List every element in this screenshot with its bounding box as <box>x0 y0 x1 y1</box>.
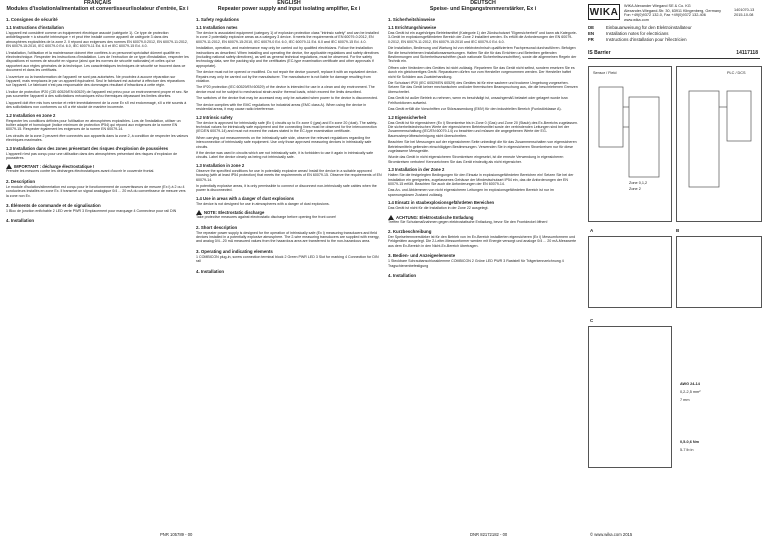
lang-row <box>588 37 692 43</box>
body-text <box>388 31 578 112</box>
warning-title: ACHTUNG: Elektrostatische Entladung <box>396 214 474 220</box>
sensor-label: Sensor / Field <box>593 71 617 75</box>
doc-date: 2015-10-08 <box>734 13 754 17</box>
company-street: Alexander-Wiegand-Str. 30, 63911 Klingenberg, Germany <box>624 8 722 13</box>
english-column <box>196 0 382 275</box>
paragraph: If the device was used in circuits which are not intrinsically safe, it is forbidden to use it again in intrinsically safe circuits. Label the device clearly as being not intrinsically safe. <box>196 150 374 160</box>
paragraph: Öffnen oder Verändern des Gerätes ist nicht zulässig. Reparieren Sie das Gerät nicht selbst, sondern ersetzen Sie es durch ein gleichwertiges Gerät. Reparaturen dürfen nur vom Hersteller vorgenommen werden. Der Hersteller haftet nicht für Schäden aus Zuwiderhandlung. <box>388 65 575 79</box>
body-text <box>196 121 382 160</box>
figure-label-b: B <box>676 228 680 233</box>
subsection-heading: 1.3 Installation in der Zone 2 <box>388 167 445 173</box>
psu-wiring-graphic <box>677 67 761 221</box>
body-text <box>196 215 382 219</box>
body-text <box>196 202 382 206</box>
lang-text: Installation notes for electricians <box>606 30 669 36</box>
paragraph: Le module d'isolation/alimentation est conçu pour le fonctionnement de convertisseurs de mesure (Ex i) à 2 ou 4 conducteurs installés en zone Ex. Il transmet un signal analogique 0/4 ... 20 mA du convertisseur de mesure vers la zone non Ex. <box>6 184 186 198</box>
torque-nm: 0,5-0,6 Nm <box>680 440 699 444</box>
model-name: IS Barrier <box>588 50 611 56</box>
body-text <box>388 173 578 197</box>
lang-code: DE <box>588 25 595 30</box>
paragraph: L'indice de protection IP20 (CEI 60529/EN 60529) de l'appareil est prévu pour un environnement propre et sec. Ne pas soumettre l'appareil à des sollicitations mécaniques et/ou thermiques dépassant les limites décrites. <box>6 89 189 99</box>
paragraph: The IP20 protection (IEC 60529/EN 60529) of the device is intended for use in a clean and dry environment. The device must not be subject to mechanical strain and/or thermal loads, which exceed the limits described. <box>196 85 375 94</box>
subsection-heading: 1.2 Eigensicherheit <box>388 114 427 120</box>
section-heading: 1. Safety regulations <box>196 17 239 22</box>
company-address <box>624 4 721 22</box>
paragraph: Der Speisetrennverstärker ist für den Betrieb von im Ex-Bereich installierten eigensicheren (Ex i) Messumformern und Feldgeräten ausgelegt. Die 2-Leiter-Messumformer werden mit Energie versorgt und analoge 0/4 ... 20 mA-Messwerte aus dem Ex-Bereich in den Nicht-Ex-Bereich übertragen. <box>388 235 577 248</box>
section-heading: 1. Consignes de sécurité <box>6 17 58 22</box>
figure-label-c: C <box>590 318 594 323</box>
section-heading: 2. Description <box>6 178 36 184</box>
lang-title: FRANÇAIS <box>83 0 112 6</box>
body-text <box>196 169 382 193</box>
paragraph: Das Gerät ist ein zugehöriges Betriebsmittel (Kategorie 1) der Zündschutzart "Eigensicherheit" und kann als Kategorie-3-Gerät im explosionsgefährdeten Bereich der Zone 2 installiert werden. Es erfüllt die Anforderungen der EN 60079-0:2012, EN 60079-11:2012, EN 60079-15:2010 und IEC 60079-0 Ed. 6.0. <box>388 31 577 44</box>
paragraph: Take protective measures against electrostatic discharge before opening the front cover! <box>196 215 337 220</box>
item-list: 1 COMBICON plug-in, screw connection terminal block 2 Green PWR LED 3 Slot for marking 4 Connection for DIN rail <box>196 254 379 264</box>
body-text <box>6 31 189 110</box>
subsection-heading: 1.2 Installation en zone 2 <box>6 112 56 118</box>
wire-cross-section: 0,2-2,5 mm² <box>680 390 701 394</box>
doc-title: Speise- und Eingangstrennverstärker, Ex i <box>429 6 537 12</box>
field-wiring-graphic <box>589 67 671 221</box>
lang-code: FR <box>588 36 594 42</box>
item-list: 1 Bloc de jonction enfichable 2 LED verte PWR 3 Emplacement pour marquage 4 Connecteur pour rail DIN <box>6 208 177 213</box>
paragraph: Das An- und Abklemmen von nicht eigensicheren Leitungen im explosionsgefährdeten Bereich ist nur im spannungslosen Zustand zulässig. <box>388 188 554 197</box>
article-code: 14117118 <box>736 50 758 56</box>
footer-dnr: DNR 82172182 - 00 <box>470 532 508 537</box>
paragraph: Das Gerät ist für eigensichere (Ex i) Stromkreise bis in Zone 0 (Gas) und Zone 20 (Staub) des Ex-Bereichs zugelassen. Die sicherheitstechnischen Werte der eigensicheren Betriebsmittel sowie der verbindenden Leitungen sind bei der Zusammenschaltung (IEC/EN 60079-14) zu beachten und müssen die angegebenen Werte der EG-Baumusterprüfbescheinigung nicht überschreiten. <box>388 120 578 138</box>
mounting-figure-b <box>676 236 762 308</box>
body-text <box>196 231 382 244</box>
subsection-heading: 1.1 Installation notes <box>196 25 238 30</box>
paragraph: L'ouverture ou la transformation de l'appareil ne sont pas autorisées. Ne procédez à aucune réparation sur l'appareil, mais remplacez-le par un appareil équivalent. Seul le fabricant est autorisé à effectuer des réparations sur l'appareil. Le fabricant n'est pas responsable des dommages résultant d'infractions à cette règle. <box>6 74 185 88</box>
company-web: www.wika.com <box>624 17 649 22</box>
doc-title: Repeater power supply and input isolating amplifier, Ex i <box>217 6 361 12</box>
strip-length: 7 mm <box>680 398 690 402</box>
paragraph: The repeater power supply is designed for the operation of intrinsically safe (Ex i) measuring transducers and field devices installed in a potentially explosive atmosphere. The 2-wire measuring transducers are supplied with energy, and analog 0/4...20 mA measured values from the hazardous area are transferred to the non-hazardous area. <box>196 230 380 244</box>
paragraph: Observe the specified conditions for use in potentially explosive areas! Install the device in a suitable approved housing (with at least IP54 protection) that meets the requirements of EN 60079-15. Observe the requirements of EN 60079-14. <box>196 168 382 182</box>
zone2-label: Zone 2 <box>629 187 641 191</box>
body-text <box>6 209 189 213</box>
german-header <box>388 0 578 12</box>
paragraph: Die Schutzart IP20 (IEC 60529/EN 60529) des Gerätes ist für eine saubere und trockene Umgebung vorgesehen. Setzen Sie das Gerät keiner mechanischen und/oder thermischen Beanspruchung aus, die die beschriebenen Grenzen überschreitet. <box>388 81 578 94</box>
item-list: 1 Steckbare Schraubanschlussklemme COMBICON 2 Grüne LED PWR 3 Raststell für Trägerkennzeichnung 4 Tragschienenbefestigung <box>388 259 564 268</box>
company-phone: Fon +49(0)9372 132-0, Fax +49(0)9372 132-406 <box>624 13 706 18</box>
lang-code: EN <box>588 30 595 36</box>
subsection-heading: 1.4 Use in areas with a danger of dust explosions <box>196 195 294 201</box>
body-text <box>6 152 189 161</box>
mounting-figure-a <box>588 236 672 308</box>
warning-title: IMPORTANT : décharge électrostatique ! <box>14 164 95 170</box>
wika-logo: WIKA <box>588 4 620 20</box>
divider <box>588 58 760 59</box>
section-heading: 4. Installation <box>196 268 225 274</box>
section-heading: 3. Operating and indicating elements <box>196 248 273 254</box>
torque-lbin: 5-7 lb in <box>680 448 694 452</box>
body-text <box>388 206 578 210</box>
paragraph: The device must not be opened or modified. Do not repair the device yourself, replace it with an equivalent device. Repairs may only be carried out by the manufacturer. The manufacturer is not liable for damage resulting from violation. <box>196 70 378 84</box>
model-line <box>588 50 758 56</box>
paragraph: The device is approved for intrinsically safe (Ex i) circuits up to Ex zone 0 (gas) and Ex zone 20 (dust). The safety-technical values for intrinsically safe equipment and the connecting lines must be observed for the interconnection (IEC/EN 60079-14) and must not exceed the values stated in the EC-type examination certificate. <box>196 120 378 134</box>
body-text <box>388 121 578 165</box>
doc-title: Modules d'isolation/alimentation et convertisseur/isolateur d'entrée, Ex i <box>6 6 189 12</box>
body-text <box>388 220 578 224</box>
subsection-heading: 1.2 Intrinsic safety <box>196 114 233 120</box>
section-heading: 1. Sicherheitshinweise <box>388 17 436 22</box>
paragraph: Respecter les conditions définies pour l'utilisation en atmosphères explosibles. Lors de l'installation, utiliser un boîtier adapté et homologué (indice minimum de protection IP54) qui répond aux exigences de la norme EN 60079-15. Respecter également les exigences de la norme EN 60079-14. <box>6 118 181 132</box>
wiring-diagram-left <box>588 66 672 222</box>
paragraph: The switches of the device that may be accessed may only be actuated when power to the device is disconnected. <box>196 96 378 101</box>
paragraph: Die Installation, Bedienung und Wartung ist von elektrotechnisch qualifiziertem Fachpersonal durchzuführen. Befolgen Sie die beschriebenen Installationsanweisungen. Halten Sie die für das Errichten und Betreiben geltenden Bestimmungen und Sicherheitsvorschriften (auch nationale Sicherheitsvorschriften), sowie die allgemeinen Regeln der Technik ein. <box>388 46 577 64</box>
lang-text: Instructions d'installation pour l'électricien <box>606 36 687 42</box>
french-header <box>6 0 189 12</box>
subsection-heading: 1.3 Installation in zone 2 <box>196 162 245 168</box>
paragraph: Das Gerät ist nicht für die Installation in der Zone 22 ausgelegt. <box>388 206 489 211</box>
paragraph: When carrying out measurements on the intrinsically safe side, observe the relevant regulations regarding the interconnection of intrinsically safe equipment. Use only those approved measuring devices in intrinsically safe circuits. <box>196 135 372 149</box>
paragraph: L'installation, l'utilisation et la maintenance doivent être confiées à un personnel spécialisé dûment qualifié en électrotechnique. Respecter les instructions d'installation. Lors de l'exécution de ce type d'installation, respecter les dispositions et normes de sécurité en vigueur (ainsi que les normes de sécurité nationales) et celles qui se rapportent aux règles générales de la technique. Les caractéristiques techniques de sécurité se trouvent dans ce document et dans les certificats. <box>6 50 189 73</box>
paragraph: Les circuits de la zone 2 peuvent être connectés aux appareils dans la zone 2, à condition de respecter les valeurs électriques maximales. <box>6 133 189 143</box>
paragraph: In potentially explosive areas, it is only permissible to connect or disconnect non-intrinsically safe cables when the power is disconnected. <box>196 183 377 193</box>
section-heading: 4. Installation <box>6 218 35 224</box>
section-heading: 2. Short description <box>196 224 238 230</box>
french-column <box>6 0 189 224</box>
paragraph: Beachten Sie bei Messungen auf der eigensicheren Seite unbedingt die für das Zusammenschalten von eigensicheren Betriebsmitteln geltenden einschlägigen Bestimmungen. Verwenden Sie in eigensicheren Stromkreisen nur für diese zugelassene Messgeräte. <box>388 140 577 153</box>
body-text <box>6 169 189 173</box>
paragraph: Das Gerät erfüllt die Vorschriften zur Störaussendung (EMV) für den industriellen Bereich (Funkstörklasse A). <box>388 107 562 112</box>
german-column <box>388 0 578 279</box>
section-heading: 3. Éléments de commande et de signalisation <box>6 202 101 208</box>
lang-title: ENGLISH <box>277 0 301 6</box>
body-text <box>388 259 578 268</box>
section-heading: 4. Installation <box>388 273 417 279</box>
body-text <box>388 235 578 248</box>
body-text <box>196 31 382 112</box>
paragraph: L'appareil doit être mis hors service et retiré immédiatement de la zone Ex s'il est endommagé, s'il a été soumis à des sollicitations non conformes ou s'il a été stocké de manière incorrecte. <box>6 100 187 110</box>
subsection-heading: 1.4 Einsatz in staubexplosionsgefährdeten Bereichen <box>388 200 495 206</box>
english-header <box>196 0 382 12</box>
paragraph: The device complies with the EMC regulations for industrial areas (EMC class A). When using the device in residential areas, it may cause radio interference. <box>196 102 367 112</box>
paragraph: Das Gerät ist außer Betrieb zu nehmen, wenn es beschädigt ist, unsachgemäß belastet oder gelagert wurde bzw. Fehlfunktionen aufweist. <box>388 96 569 105</box>
wire-gauge: AWG 24-14 <box>680 382 700 386</box>
section-heading: 3. Bedien- und Anzeigeelemente <box>388 253 456 259</box>
body-text <box>6 119 189 143</box>
footer-copyright: © www.wika.com 2015 <box>590 532 633 537</box>
doc-numbers <box>734 8 754 18</box>
subsection-heading: 1.1 Instructions d'installation <box>6 25 64 30</box>
figure-label-a: A <box>590 228 594 233</box>
paragraph: Wurde das Gerät in nicht eigensicheren Stromkreisen eingesetzt, ist die erneute Verwendung in eigensicheren Stromkreisen verboten! Kennzeichnen Sie das Gerät eindeutig als nicht eigensicher. <box>388 155 564 164</box>
terminal-figure <box>588 326 672 468</box>
paragraph: L'appareil n'est pas conçu pour une utilisation dans des atmosphères présentant des risques d'explosion de poussières. <box>6 151 178 160</box>
paragraph: The device is not designed for use in atmospheres with a danger of dust explosions. <box>196 201 330 206</box>
company-name: WIKA Alexander Wiegand SE & Co. KG <box>624 4 691 8</box>
body-text <box>6 185 189 198</box>
lang-text: Einbauanweisung für den Elektroinstallateur <box>606 25 692 30</box>
section-heading: 2. Kurzbeschreibung <box>388 229 432 234</box>
footer-pnr: PNR 105789 - 00 <box>160 532 193 537</box>
warning-icon <box>388 215 394 220</box>
subsection-heading: 1.3 Installation dans des zones présentant des risques d'explosion de poussières <box>6 145 169 151</box>
paragraph: Prendre les mesures contre les décharges électrostatiques avant d'ouvrir le couvercle frontal. <box>6 169 155 174</box>
wiring-diagram-right <box>676 66 762 222</box>
paragraph: L'appareil est considéré comme un équipement électrique associé (catégorie 1). Ce type de protection antidéflagrante « à sécurité intrinsèque » et peut être installé comme appareil de catégorie 3 dans des atmosphères explosibles de la zone 2. Il répond aux exigences des normes EN 60079-0:2012, EN 60079-11:2012, EN 60079-15:2010, IEC 60079-0 Ed. 6.0, IEC 60079-11 Ed. 6.0 et IEC 60079-15 Ed. 4.0. <box>6 31 188 49</box>
zone-label: Zone 0,1,2 <box>629 181 648 185</box>
warning-title: NOTE: Electrostatic discharge <box>204 210 265 216</box>
paragraph: The device is associated equipment (category 1) of explosion protection class "intrinsic safety" and can be installed in zone 2 potentially explosive areas as a category 3 device. It meets the requirements of EN 60079-0:2012, EN 60079-11:2012, EN 60079-15:2010, IEC 60079-0 Ed. 6.0, IEC 60079-11 Ed. 6.0 and IEC 60079-15 Ed. 4.0. <box>196 31 379 44</box>
body-text <box>196 255 382 264</box>
doc-number: 1401070-13 <box>734 8 755 12</box>
paragraph: Installation, operation, and maintenance may only be carried out by qualified electricians. Follow the installation instructions as described. When installing and operating the device, the applicable regulations and safety directives (including national safety directives), as well as general technical regulations, must be observed. For the safety technology data, see the packing slip and the certificates (EC-type examination certificate and other approvals if appropriate). <box>196 46 379 68</box>
psu-label: PLC / DCS <box>727 71 746 75</box>
paragraph: Halten Sie die festgelegten Bedingungen für den Einsatz in explosionsgefährdeten Bereichen ein! Setzen Sie bei der Installation ein geeignetes, zugelassenes Gehäuse der Mindestschutzart IP54 ein, das die Anforderungen der EN 60079-15 erfüllt. Beachten Sie auch die Anforderungen der EN 60079-14. <box>388 173 574 186</box>
subsection-heading: 1.1 Errichtungshinweise <box>388 25 437 30</box>
lang-title: DEUTSCH <box>470 0 496 6</box>
paragraph: Treffen Sie Schutzmaßnahmen gegen elektrostatische Entladung, bevor Sie den Frontdeckel öffnen! <box>388 219 548 224</box>
language-list <box>588 25 692 42</box>
